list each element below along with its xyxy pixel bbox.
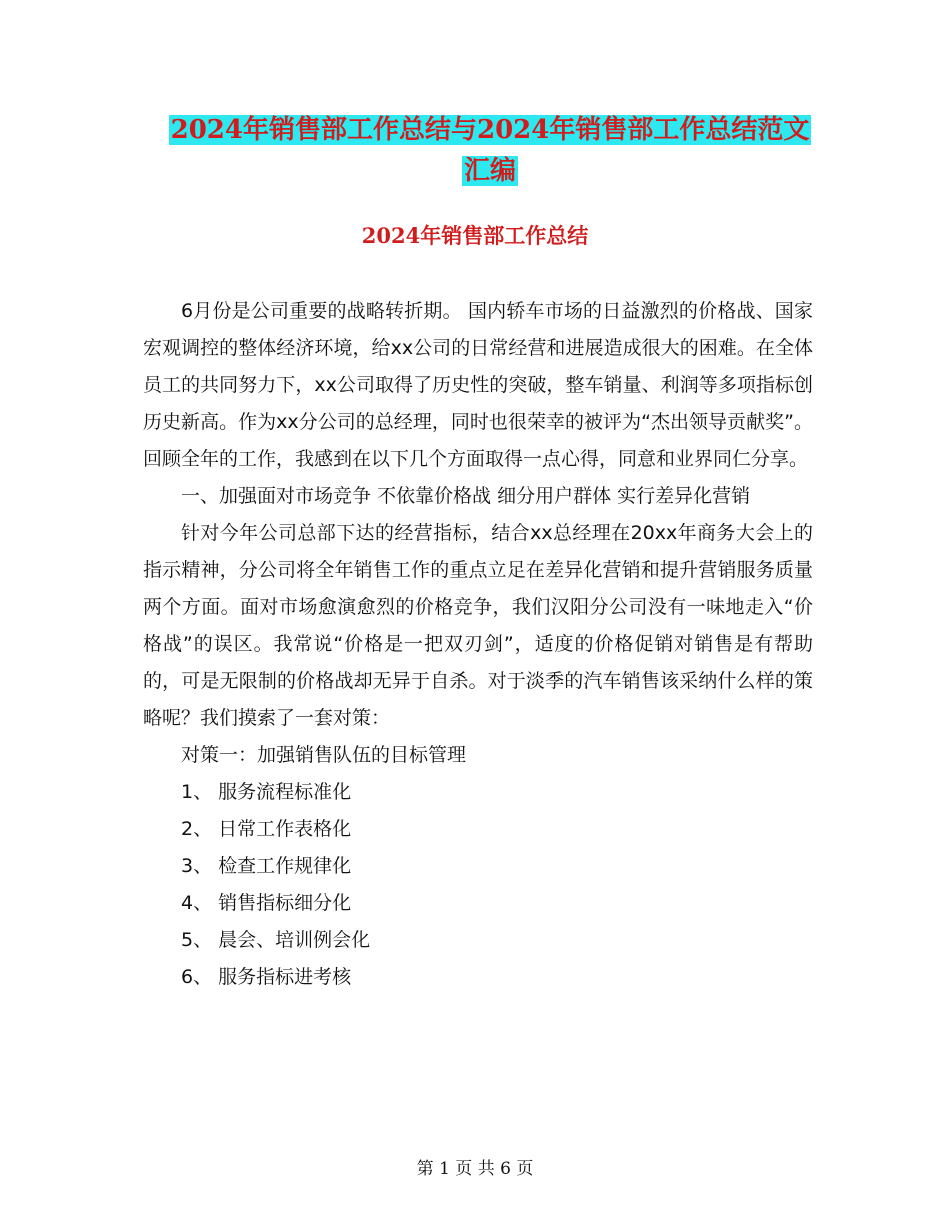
document-title-line-1: 2024年销售部工作总结与2024年销售部工作总结范文 — [170, 115, 810, 145]
paragraph-heading-one: 一、加强面对市场竞争 不依靠价格战 细分用户群体 实行差异化营销 — [181, 485, 751, 507]
page-footer: 第 1 页 共 6 页 — [416, 1159, 534, 1179]
list-item: 3、 检查工作规律化 — [181, 855, 352, 877]
list-item: 2、 日常工作表格化 — [181, 818, 352, 840]
list-item: 6、 服务指标进考核 — [181, 966, 352, 988]
list-item: 1、 服务流程标准化 — [181, 781, 352, 803]
document-title-line-2: 汇编 — [463, 156, 516, 186]
list-item: 5、 晨会、培训例会化 — [181, 929, 371, 951]
paragraph-intro: 6月份是公司重要的战略转折期。 国内轿车市场的日益激烈的价格战、国家宏观调控的整体经济环境，给xx公司的日常经营和进展造成很大的困难。在全体员工的共同努力下，xx公司取得了历史性的突破，整车销量、利润等多项指标创历史新高。作为xx分公司的总经理，同时也很荣幸的被评为“杰出领导贡献奖”。回顾全年的工作，我感到在以下几个方面取得一点心得，同意和业界同仁分享。 — [143, 300, 813, 470]
section-title: 2024年销售部工作总结 — [361, 223, 589, 248]
document-title — [140, 110, 840, 192]
list-item: 4、 销售指标细分化 — [181, 892, 352, 914]
paragraph-strategy: 针对今年公司总部下达的经营指标，结合xx总经理在20xx年商务大会上的指示精神，分公司将全年销售工作的重点立足在差异化营销和提升营销服务质量两个方面。面对市场愈演愈烈的价格竞争，我们汉阳分公司没有一味地走入“价格战”的误区。我常说“价格是一把双刃剑”，适度的价格促销对销售是有帮助的，可是无限制的价格战却无异于自杀。对于淡季的汽车销售该采纳什么样的策略呢？我们摸索了一套对策： — [143, 522, 813, 729]
document-body — [143, 293, 813, 996]
paragraph-countermeasure-one: 对策一：加强销售队伍的目标管理 — [181, 744, 467, 766]
